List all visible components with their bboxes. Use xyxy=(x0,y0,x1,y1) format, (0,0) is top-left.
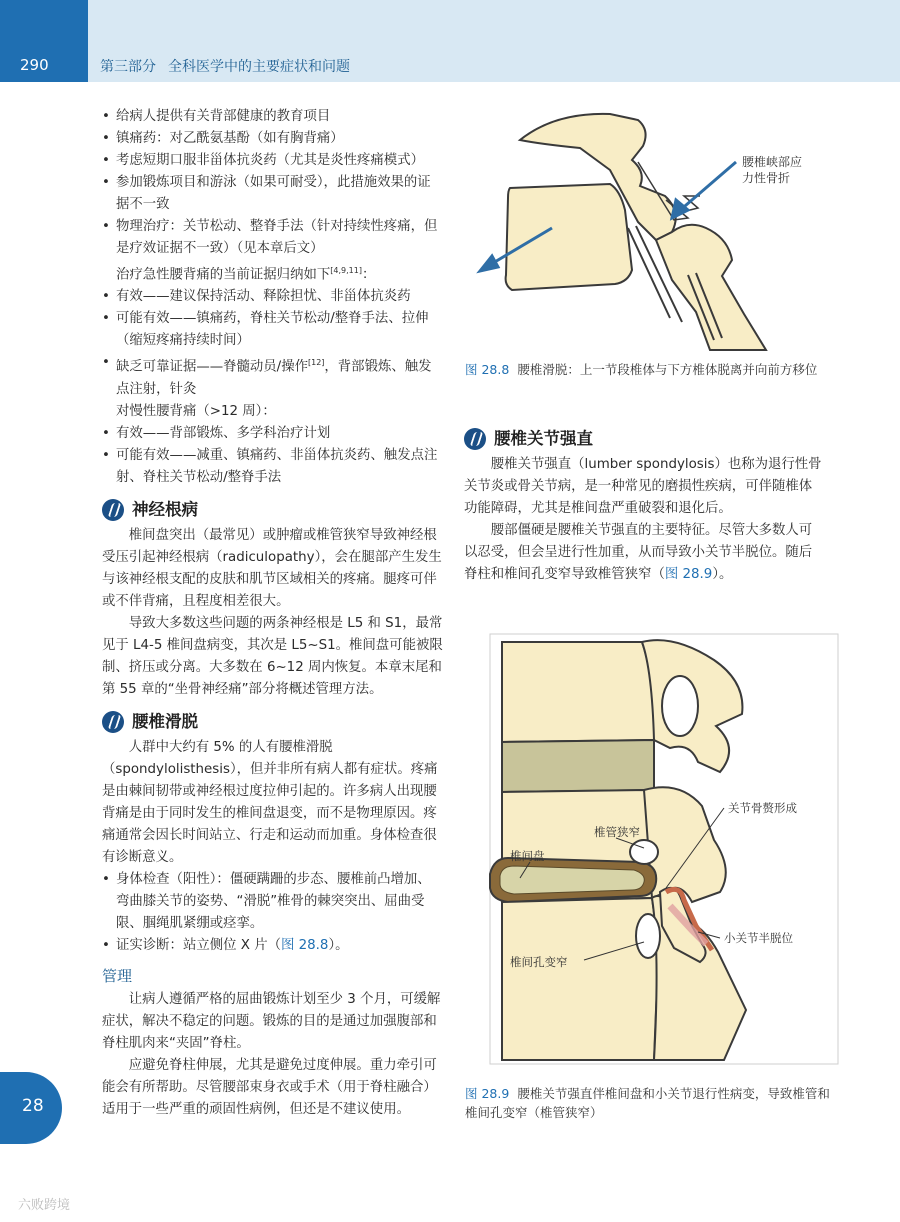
list-item: • 镇痛药：对乙酰氨基酚（如有胸背痛） xyxy=(102,128,444,150)
fig1-label-line1: 腰椎峡部应 xyxy=(742,155,803,169)
label-disc: 椎间盘 xyxy=(510,849,545,863)
stress-arrow-line xyxy=(678,162,736,212)
foramen-narrowed xyxy=(636,914,660,958)
slip-arrow-head xyxy=(480,256,498,271)
label-canal: 椎管狭窄 xyxy=(594,825,640,839)
part-label: 第三部分 xyxy=(100,59,156,75)
label-foramen: 椎间孔变窄 xyxy=(510,955,568,969)
label-osteophyte: 关节骨赘形成 xyxy=(728,801,797,815)
exam-list xyxy=(102,869,444,957)
paragraph: 导致大多数这些问题的两条神经根是 L5 和 S1，最常见于 L4-5 椎间盘病变，其次是 L5~S1。椎间盘可能被限制、挤压或分离。大多数在 6~12 周内恢复。本章末尾和第 55 章的“坐骨神经痛”部分将概述管理方法。 xyxy=(102,615,443,697)
figure-link[interactable]: 图 28.9 xyxy=(664,567,713,582)
general-measures-list xyxy=(102,106,444,260)
spine-icon xyxy=(464,428,486,450)
list-item: • 缺乏可靠证据——脊髓动员/操作[12]，背部锻炼、触发点注射，针灸 xyxy=(102,352,444,400)
list-item: • 可能有效——镇痛药，脊柱关节松动/整脊手法、拉伸（缩短疼痛持续时间） xyxy=(102,308,444,352)
paragraph: 腰椎关节强直（lumber spondylosis）也称为退行性骨关节炎或骨关节病，是一种常见的磨损性疾病，可伴随椎体功能障碍，尤其是椎间盘严重破裂和退化后。 xyxy=(464,457,822,516)
spine-icon xyxy=(102,711,124,733)
list-item: • 参加锻炼项目和游泳（如果可耐受），此措施效果的证据不一致 xyxy=(102,172,444,216)
acute-intro: 治疗急性腰背痛的当前证据归纳如下[4,9,11]： xyxy=(116,266,376,283)
right-column xyxy=(464,418,824,586)
page-number: 290 xyxy=(20,56,49,74)
section-heading-spondylolisthesis: 腰椎滑脱 xyxy=(102,707,444,737)
paragraph: 应避免脊柱伸展，尤其是避免过度伸展。重力牵引可能会有所帮助。尽管腰部束身衣或手术（用于脊柱融合）适用于一些严重的顽固性病例，但还是不建议使用。 xyxy=(102,1057,437,1117)
paragraph: 腰部僵硬是腰椎关节强直的主要特征。尽管大多数人可以忍受，但会呈进行性加重，从而导致小关节半脱位。随后脊柱和椎间孔变窄导致椎管狭窄（图 28.9）。 xyxy=(464,523,813,582)
list-item: • 给病人提供有关背部健康的教育项目 xyxy=(102,106,444,128)
list-item: • 证实诊断：站立侧位 X 片（图 28.8）。 xyxy=(102,935,444,957)
chronic-evidence-list xyxy=(102,423,444,489)
list-item: • 有效——建议保持活动、释除担忧、非甾体抗炎药 xyxy=(102,286,444,308)
spine-icon xyxy=(102,499,124,521)
figure-28-8-spondylolisthesis-diagram xyxy=(460,100,880,355)
acute-evidence-list xyxy=(102,286,444,400)
upper-vertebral-body xyxy=(502,642,654,742)
upper-vertebral-body xyxy=(506,184,632,290)
canal-opening xyxy=(630,840,658,864)
foramen-opening xyxy=(662,676,698,736)
upper-disc xyxy=(502,740,654,792)
page-header xyxy=(0,0,900,82)
subheading-management: 管理 xyxy=(102,966,133,985)
left-column xyxy=(102,106,444,1121)
header-page-block xyxy=(0,0,88,82)
list-item: • 可能有效——减重、镇痛药、非甾体抗炎药、触发点注射、脊柱关节松动/整脊手法 xyxy=(102,445,444,489)
fig1-label-line2: 力性骨折 xyxy=(742,171,791,185)
running-title xyxy=(100,56,362,76)
list-item: • 有效——背部锻炼、多学科治疗计划 xyxy=(102,423,444,445)
paragraph: 让病人遵循严格的屈曲锻炼计划至少 3 个月，可缓解症状，解决不稳定的问题。锻炼的目的是通过加强腹部和脊柱肌肉来“夹固”脊柱。 xyxy=(102,991,441,1051)
figure-28-8-caption: 图 28.8 腰椎滑脱：上一节段椎体与下方椎体脱离并向前方移位 xyxy=(465,362,818,377)
paragraph: 人群中大约有 5% 的人有腰椎滑脱（spondylolisthesis），但并非所有病人都有症状。疼痛是由棘间韧带或神经根过度拉伸引起的。许多病人出现腰背痛是由于同时发生的椎间盘退变，而不是物理原因。疼痛通常会因长时间站立、行走和运动而加重。身体检查很有诊断意义。 xyxy=(102,739,438,865)
chronic-intro: 对慢性腰背痛（>12 周）： xyxy=(116,403,276,419)
lower-vertebral-body xyxy=(502,898,657,1060)
section-heading-spondylosis: 腰椎关节强直 xyxy=(464,424,824,454)
label-subluxation: 小关节半脱位 xyxy=(724,931,793,945)
fig1-label xyxy=(742,154,802,185)
chapter-tab: 28 xyxy=(0,1072,62,1144)
figure-link[interactable]: 图 28.8 xyxy=(280,937,329,953)
watermark: 六败跨境 xyxy=(18,1198,71,1213)
list-item: • 身体检查（阳性）：僵硬蹒跚的步态、腰椎前凸增加、弯曲膝关节的姿势、“滑脱”椎骨的棘突突出、屈曲受限、腘绳肌紧绷或痉挛。 xyxy=(102,869,444,935)
chapter-title: 全科医学中的主要症状和问题 xyxy=(168,59,350,75)
disc-nucleus xyxy=(500,866,644,894)
section-heading-radiculopathy: 神经根病 xyxy=(102,495,444,525)
paragraph: 椎间盘突出（最常见）或肿瘤或椎管狭窄导致神经根受压引起神经根病（radiculopathy），会在腿部产生发生与该神经根支配的皮肤和肌节区域相关的疼痛。腿疼可伴或不伴背痛，且程度相差很大。 xyxy=(102,527,442,609)
list-item: • 考虑短期口服非甾体抗炎药（尤其是炎性疼痛模式） xyxy=(102,150,444,172)
list-item: • 物理治疗：关节松动、整脊手法（针对持续性疼痛，但是疗效证据不一致）（见本章后文） xyxy=(102,216,444,260)
figure-28-9-spondylosis-diagram xyxy=(484,630,844,1070)
figure-28-9-caption: 图 28.9 腰椎关节强直伴椎间盘和小关节退行性病变，导致椎管和椎间孔变窄（椎管狭窄） xyxy=(465,1086,830,1120)
